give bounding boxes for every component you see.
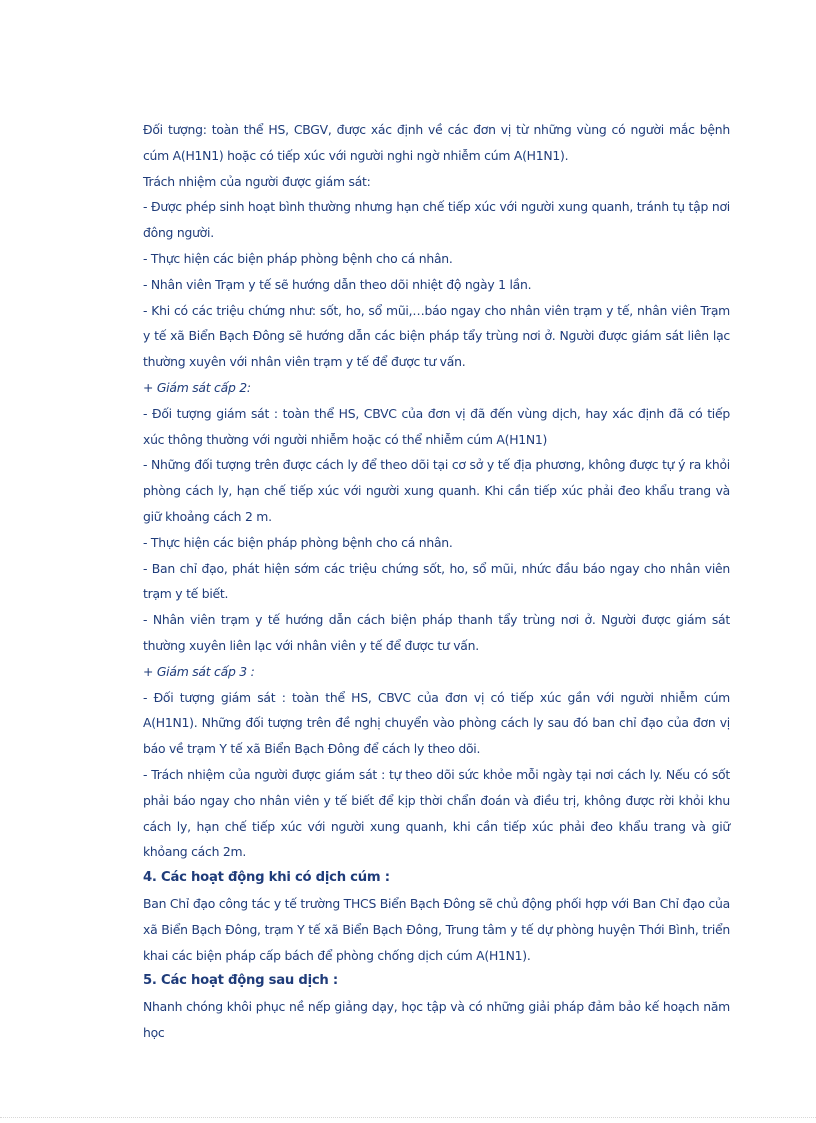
paragraph-responsibility-title: Trách nhiệm của người được giám sát:: [143, 173, 371, 189]
paragraph-normal-activity: - Được phép sinh hoạt bình thường nhưng hạn chế tiếp xúc với người xung quanh, tránh tụ tập nơi đông người.: [143, 199, 730, 241]
paragraph-level3-target: - Đối tượng giám sát : toàn thể HS, CBVC của đơn vị có tiếp xúc gần với người nhiễm cúm A(H1N1). Những đối tượng trên đề nghị chuyển vào phòng cách ly sau đó ban chỉ đạo của đơn vị báo về trạm Y tế xã Biển Bạch Đông để cách ly theo dõi.: [143, 689, 730, 757]
document-body: [143, 117, 730, 1046]
paragraph-section-5: Nhanh chóng khôi phục nề nếp giảng dạy, học tập và có những giải pháp đảm bảo kế hoạch năm học: [143, 999, 730, 1040]
paragraph-level2-prevention: - Thực hiện các biện pháp phòng bệnh cho cá nhân.: [143, 534, 453, 550]
heading-section-4: 4. Các hoạt động khi có dịch cúm :: [143, 870, 390, 886]
paragraph-level2-disinfection: - Nhân viên trạm y tế hướng dẫn cách biện pháp thanh tẩy trùng nơi ở. Người được giám sát thường xuyên liên lạc với nhân viên y tế để được tư vấn.: [143, 612, 730, 653]
paragraph-target-group: Đối tượng: toàn thể HS, CBGV, được xác định về các đơn vị từ những vùng có người mắc bệnh cúm A(H1N1) hoặc có tiếp xúc với người nghi ngờ nhiễm cúm A(H1N1).: [143, 122, 730, 163]
paragraph-level2-target: - Đối tượng giám sát : toàn thể HS, CBVC của đơn vị đã đến vùng dịch, hay xác định đã có tiếp xúc thông thường với người nhiễm hoặc có thể nhiễm cúm A(H1N1): [143, 405, 730, 447]
page-bottom-divider: [0, 1117, 816, 1118]
paragraph-temperature-monitoring: - Nhân viên Trạm y tế sẽ hướng dẫn theo dõi nhiệt độ ngày 1 lần.: [143, 276, 532, 292]
paragraph-level2-isolation: - Những đối tượng trên được cách ly để theo dõi tại cơ sở y tế địa phương, không được tự ý ra khỏi phòng cách ly, hạn chế tiếp xúc với người xung quanh. Khi cần tiếp xúc phải đeo khẩu trang và giữ khoảng cách 2 m.: [143, 457, 730, 524]
subheading-level-2: + Giám sát cấp 2:: [143, 379, 251, 395]
paragraph-personal-prevention: - Thực hiện các biện pháp phòng bệnh cho cá nhân.: [143, 250, 453, 266]
paragraph-symptoms-report: - Khi có các triệu chứng như: sốt, ho, sổ mũi,…báo ngay cho nhân viên trạm y tế, nhân viên Trạm y tế xã Biển Bạch Đông sẽ hướng dẫn các biện pháp tẩy trùng nơi ở. Người được giám sát liên lạc thường xuyên với nhân viên trạm y tế để được tư vấn.: [143, 302, 730, 370]
paragraph-section-4: Ban Chỉ đạo công tác y tế trường THCS Biển Bạch Đông sẽ chủ động phối hợp với Ban Chỉ đạo của xã Biển Bạch Đông, trạm Y tế xã Biển Bạch Đông, Trung tâm y tế dự phòng huyện Thới Bình, triển khai các biện pháp cấp bách để phòng chống dịch cúm A(H1N1).: [143, 895, 730, 963]
subheading-level-3: + Giám sát cấp 3 :: [143, 663, 255, 679]
paragraph-level2-early-detection: - Ban chỉ đạo, phát hiện sớm các triệu chứng sốt, ho, sổ mũi, nhức đầu báo ngay cho nhân viên trạm y tế biết.: [143, 560, 730, 602]
heading-section-5: 5. Các hoạt động sau dịch :: [143, 973, 338, 989]
paragraph-level3-responsibility: - Trách nhiệm của người được giám sát : tự theo dõi sức khỏe mỗi ngày tại nơi cách ly. Nếu có sốt phải báo ngay cho nhân viên y tế biết để kịp thời chẩn đoán và điều trị, không được rời khỏi khu cách ly, hạn chế tiếp xúc với người xung quanh, khi cần tiếp xúc phải đeo khẩu trang và giữ khỏang cách 2m.: [143, 766, 730, 860]
